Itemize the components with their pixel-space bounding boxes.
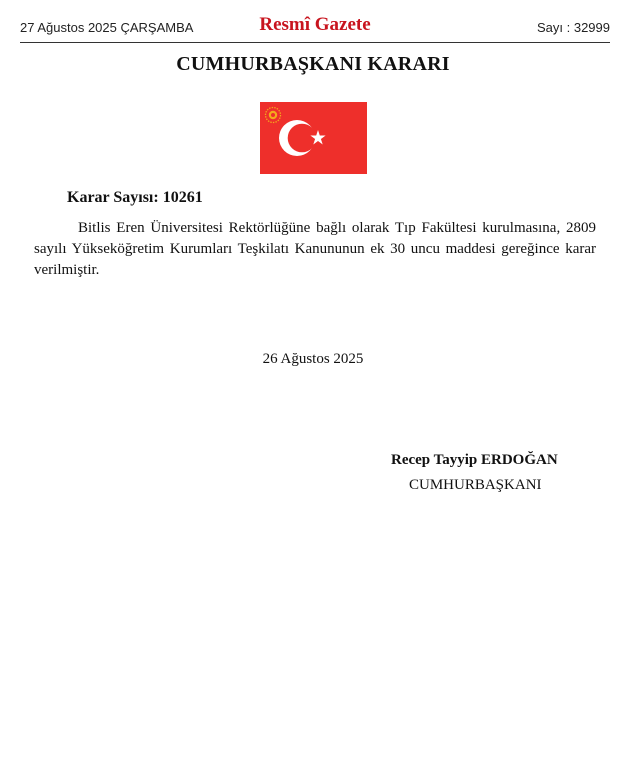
decision-body-text: Bitlis Eren Üniversitesi Rektörlüğüne bağlı olarak Tıp Fakültesi kurulmasına, 2809 sayılı Yükseköğretim Kurumları Teşkilatı Kanununun ek 30 uncu maddesi gereğince karar verilmiştir. (34, 220, 596, 278)
turkish-flag-icon (260, 102, 367, 174)
document-title: CUMHURBAŞKANI KARARI (176, 53, 450, 75)
signer-name: Recep Tayyip ERDOĞAN (391, 452, 558, 468)
issue-date: 27 Ağustos 2025 ÇARŞAMBA (20, 20, 194, 35)
decision-body (34, 218, 596, 281)
signed-date: 26 Ağustos 2025 (262, 351, 364, 367)
decision-label: Karar Sayısı: (67, 189, 159, 206)
decision-number (67, 189, 203, 207)
signer-title: CUMHURBAŞKANI (409, 477, 542, 493)
decision-value: 10261 (162, 189, 203, 206)
header-divider (20, 42, 610, 43)
masthead (20, 12, 610, 43)
issue-number: Sayı : 32999 (537, 20, 610, 35)
gazette-title: Resmî Gazete (259, 14, 371, 35)
